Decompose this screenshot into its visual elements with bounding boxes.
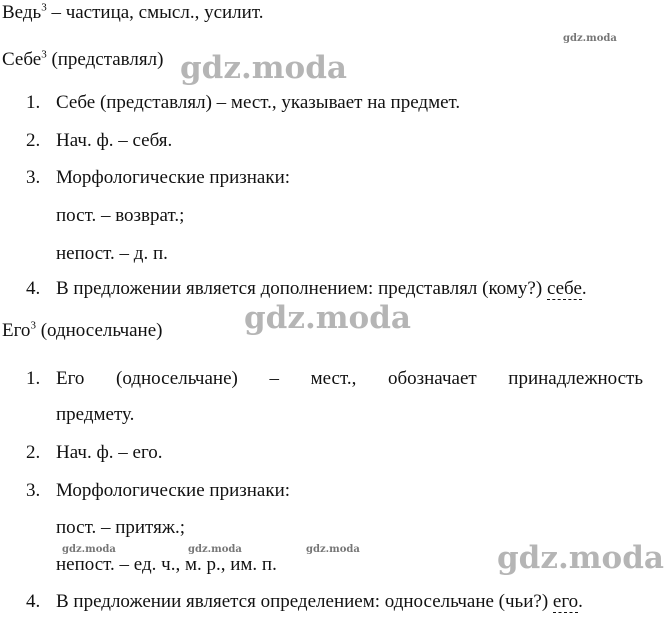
item-number: 4. [26, 278, 41, 299]
entry-superscript: 3 [41, 48, 47, 61]
item-text-continuation: предмету. [56, 404, 135, 425]
item-text: Себе (представлял) – мест., указывает на предмет. [56, 92, 461, 113]
watermark-small: gdz.moda [62, 544, 116, 555]
sub-item: пост. – притяж.; [56, 517, 185, 538]
item-text: Морфологические признаки: [56, 167, 291, 188]
sub-item: непост. – д. п. [56, 243, 168, 264]
entry-context: (односельчане) [35, 320, 163, 341]
underlined-word: себе [546, 278, 582, 299]
entry-word: Его [2, 320, 31, 341]
entry-superscript: 3 [41, 1, 47, 14]
item-number: 4. [26, 591, 41, 612]
item-number: 3. [26, 480, 41, 501]
entry-word: Ведь [2, 2, 42, 23]
entry-word: Себе [2, 49, 42, 70]
watermark-small: gdz.moda [306, 544, 360, 555]
sub-item: пост. – возврат.; [56, 205, 185, 226]
item-text: Морфологические признаки: [56, 480, 291, 501]
entry-sebe-heading [2, 49, 163, 71]
item-text: В предложении является дополнением: представлял (кому?) себе. [56, 278, 587, 299]
entry-ego-heading [2, 320, 163, 342]
entry-superscript: 3 [30, 319, 36, 332]
item-text: Его (односельчане) – мест., обозначает принадлежность [56, 368, 643, 389]
item-number: 1. [26, 368, 41, 389]
item-number: 3. [26, 167, 41, 188]
item-number: 2. [26, 442, 41, 463]
item-number: 2. [26, 130, 41, 151]
entry-description: – частица, смысл., усилит. [46, 2, 264, 23]
item-text: Нач. ф. – его. [56, 442, 163, 463]
item-text: Нач. ф. – себя. [56, 130, 173, 151]
watermark-large: gdz.moda [244, 300, 411, 336]
entry-ved [2, 2, 263, 24]
watermark-small: gdz.moda [563, 33, 617, 44]
underlined-word: его [552, 591, 579, 612]
item-number: 1. [26, 92, 41, 113]
item-text: В предложении является определением: односельчане (чьи?) его. [56, 591, 583, 612]
watermark-small: gdz.moda [188, 544, 242, 555]
entry-context: (представлял) [46, 49, 164, 70]
watermark-large: gdz.moda [180, 50, 347, 86]
sub-item: непост. – ед. ч., м. р., им. п. [56, 554, 277, 575]
watermark-large: gdz.moda [497, 540, 664, 576]
